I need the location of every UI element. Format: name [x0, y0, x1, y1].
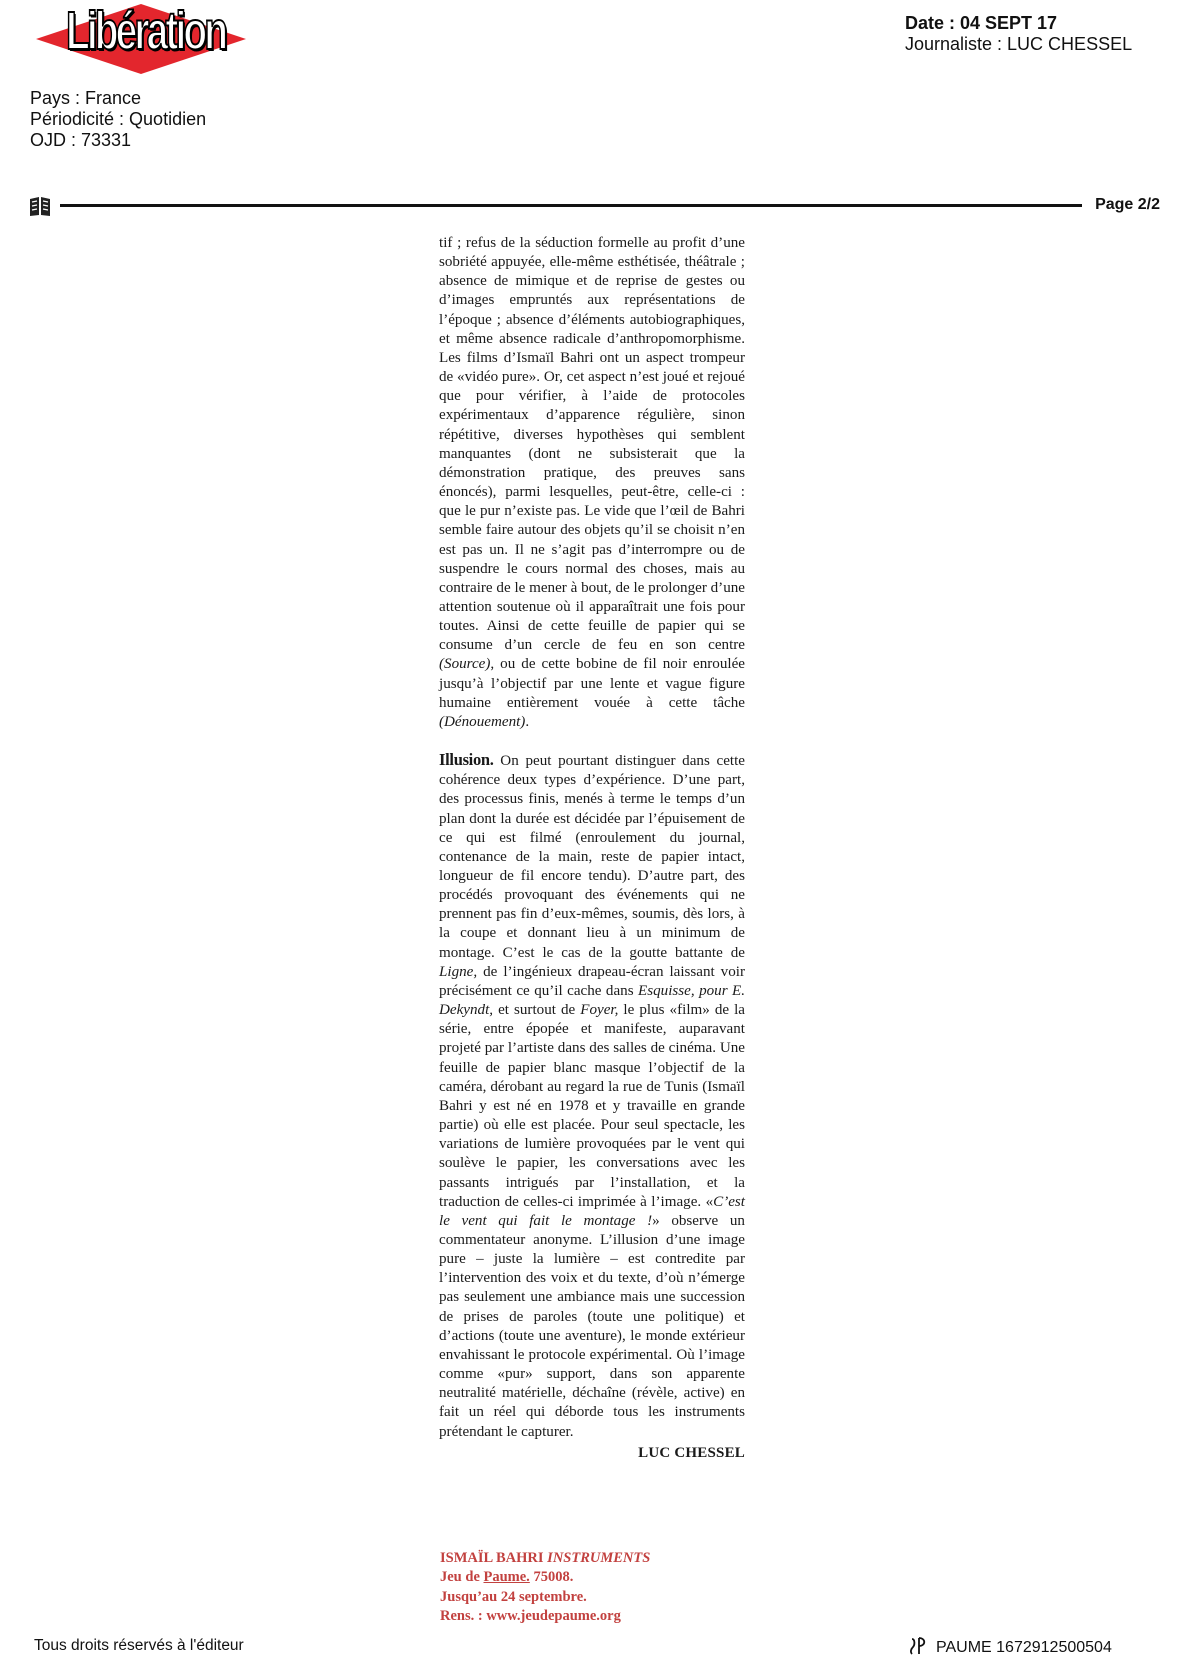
- liberation-logo: [36, 2, 246, 76]
- text-run: de l’ingénieux drapeau-écran laissant voir précisément ce qu’il cache dans: [439, 963, 745, 999]
- jeu-de-paume-logo-icon: [908, 1636, 930, 1656]
- text-run: 75008.: [529, 1569, 574, 1586]
- text-run: .: [525, 713, 530, 730]
- country: Pays : France: [30, 88, 142, 108]
- document-reference: [908, 1636, 1112, 1657]
- work-title-foyer: Foyer,: [580, 1002, 619, 1019]
- publication-info: [30, 88, 206, 151]
- artist-name: ISMAÏL BAHRI: [440, 1550, 548, 1566]
- exhibition-title-line: [440, 1549, 740, 1568]
- venue-highlight: Paume.: [483, 1569, 530, 1586]
- dates-line: Jusqu’au 24 septembre.: [440, 1588, 587, 1605]
- text-run: On peut pourtant distinguer dans cette cohérence deux types d’expérience. D’une part, des processus finis, menés à terme le temps d’un plan dont la durée est décidée par l’épuisement de ce qui est filmé (enroulement du journal, contenance de la main, reste de papier intact, longueur de fil encore tendu). D’autre part, des procédés provoquant des événements qui ne prennent pas fin d’eux-mêmes, soumis, dès lors, à la coupe et donnant lieu à un minimum de montage. C’est le cas de la goutte battante de: [439, 753, 745, 961]
- work-title-esquisse: Esquisse, pour E. Dekyndt,: [439, 982, 746, 1019]
- venue-line: [440, 1568, 740, 1587]
- article-column: [439, 234, 745, 1463]
- text-run: et surtout de: [493, 1002, 581, 1019]
- book-icon: [28, 194, 52, 218]
- logo-wordmark: Libération: [66, 1, 226, 61]
- journalist: Journaliste : LUC CHESSEL: [905, 34, 1133, 54]
- date: Date : 04 SEPT 17: [905, 13, 1058, 33]
- text-run: le plus «film» de la série, entre épopée et manifeste, auparavant projeté par l’artiste dans des salles de cinéma. Une feuille de papier blanc masque l’objectif de la caméra, dérobant au regard la rue de Tunis (Ismaïl Bahri y est né en 1978 et y travaille en grande partie) où elle est placée. Pour seul spectacle, les variations de lumière provoquées par le vent qui soulève le papier, les conversations avec les passants intrigués par l’installation, et la traduction de celles-ci imprimée à l’image. «: [439, 1002, 745, 1210]
- work-title-denouement: (Dénouement): [439, 713, 526, 730]
- text-run: tif ; refus de la séduction formelle au profit d’une sobriété appuyée, elle-même esthétisée, théâtrale ; absence de mimique et de reprise de gestes ou d’images empruntés aux représentations de l’époque ; absence d’éléments autobiographiques, et même absence radicale d’anthropomorphisme. Les films d’Ismaïl Bahri ont un aspect trompeur de «vidéo pure». Or, cet aspect n’est joué et rejoué que pour vérifier, à l’aide de protocoles expérimentaux d’apparence régulière, sinon répétitive, diverses hypothèses qui semblent manquantes (dont ne subsisterait que la démonstration pratique, des preuves sans énoncés), parmi lesquelles, peut-être, celle-ci : que le pur n’existe pas. Le vide que l’œil de Bahri semble faire autour des objets qu’il se choisit n’en est pas un. Il ne s’agit pas d’interrompre ou de suspendre le cours normal des choses, mais au contraire de le mener à bout, de le prolonger d’une attention soutenue où il apparaîtrait une fois pour toutes. Ainsi de cette feuille de papier qui se consume d’un cercle de feu en son centre: [439, 235, 745, 654]
- date-info: [905, 13, 1132, 55]
- text-run: » observe un commentateur anonyme. L’illusion d’une image pure – juste la lumière – est contredite par l’intervention des voix et du texte, d’où n’émerge pas seulement une ambiance mais une succession de prises de paroles (toute une politique) et d’actions (toute une aventure), le monde extérieur envahissant le protocole expérimental. Où l’image comme «pur» support, dans son apparente neutralité matérielle, déchaîne (révèle, active) en fait un réel qui déborde tous les instruments prétendant le capturer.: [439, 1212, 745, 1440]
- section-lead: Illusion.: [439, 750, 494, 770]
- byline: LUC CHESSEL: [638, 1444, 745, 1461]
- text-run: Jeu de: [440, 1569, 484, 1586]
- article-paragraph-1: [439, 234, 745, 732]
- info-line: Rens. : www.jeudepaume.org: [440, 1608, 621, 1625]
- exhibition-info: [440, 1549, 740, 1627]
- ojd: OJD : 73331: [30, 130, 132, 150]
- quote: C’est le vent qui fait le montage !: [439, 1193, 745, 1229]
- text-run: , ou de cette bobine de fil noir enroulée jusqu’à l’objectif par une lente et vague figure humaine entièrement vouée à cette tâche: [439, 656, 745, 711]
- page-number: Page 2/2: [1095, 196, 1160, 213]
- page-rule: [28, 194, 1160, 220]
- work-title-source: (Source): [439, 656, 491, 673]
- divider-line: [60, 204, 1082, 207]
- rights-notice: Tous droits réservés à l'éditeur: [34, 1637, 244, 1654]
- exhibition-title: INSTRUMENTS: [547, 1550, 651, 1566]
- article-paragraph-2: [439, 750, 745, 1442]
- reference-number: PAUME 1672912500504: [936, 1639, 1112, 1656]
- work-title-ligne: Ligne,: [439, 963, 478, 980]
- periodicity: Périodicité : Quotidien: [30, 109, 207, 129]
